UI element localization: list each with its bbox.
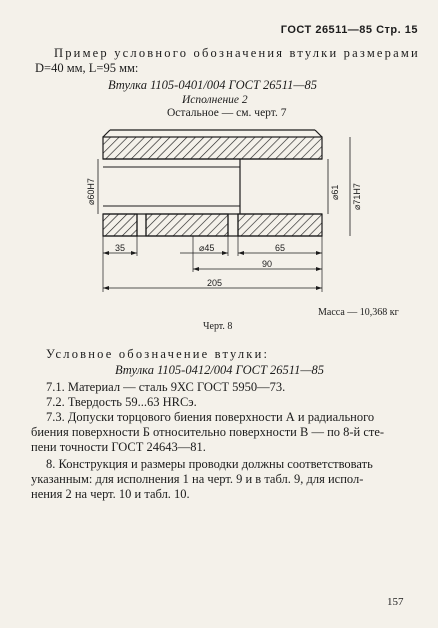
length-90-label: 90 — [262, 259, 273, 269]
mass-note: Масса — 10,368 кг — [318, 307, 399, 318]
lower-wall-section-middle — [146, 214, 228, 236]
designation2-title: Условное обозначение втулки: — [46, 347, 270, 361]
version-title: Исполнение 2 — [182, 94, 248, 106]
figure-caption: Черт. 8 — [203, 321, 233, 332]
page-header: ГОСТ 26511—85 Стр. 15 — [280, 24, 418, 36]
lower-wall-section-right — [238, 214, 322, 236]
item-7-3-line-1: 7.3. Допуски торцового биения поверхности А и радиального — [46, 410, 375, 424]
length-35-label: 35 — [115, 243, 126, 253]
page-number: 157 — [387, 596, 404, 608]
item-7-2: 7.2. Твердость 59...63 HRCэ. — [46, 395, 197, 409]
item-7-3-line-3: пени точности ГОСТ 24643—81. — [31, 440, 206, 454]
item-7-1: 7.1. Материал — сталь 9ХС ГОСТ 5950—73. — [46, 380, 286, 394]
lower-wall-section-left — [103, 214, 137, 236]
version-rest: Остальное — см. черт. 7 — [167, 107, 287, 119]
item-7-3-line-2: биения поверхности Б относительно поверхности В — по 8-й сте- — [31, 425, 385, 439]
example-line-2: D=40 мм, L=95 мм: — [35, 61, 139, 75]
example-line-1: Пример условного обозначения втулки размерами — [54, 46, 420, 60]
diameter-71-label: ⌀71H7 — [352, 183, 362, 210]
length-65-label: 65 — [275, 243, 286, 253]
length-205-label: 205 — [207, 278, 223, 288]
upper-wall-section — [103, 137, 322, 159]
designation2-value: Втулка 1105-0412/004 ГОСТ 26511—85 — [115, 363, 324, 377]
bushing-drawing — [0, 120, 438, 305]
item-8-line-3: нения 2 на черт. 10 и табл. 10. — [31, 487, 190, 501]
example-designation: Втулка 1105-0401/004 ГОСТ 26511—85 — [108, 78, 317, 92]
diameter-45-label: ⌀45 — [199, 243, 215, 253]
diameter-61-label: ⌀61 — [330, 184, 340, 200]
diameter-60-label: ⌀60H7 — [86, 178, 96, 205]
item-8-line-2: указанным: для исполнения 1 на черт. 9 и в табл. 9, для испол- — [31, 472, 364, 486]
item-8-line-1: 8. Конструкция и размеры проводки должны соответствовать — [46, 457, 373, 471]
